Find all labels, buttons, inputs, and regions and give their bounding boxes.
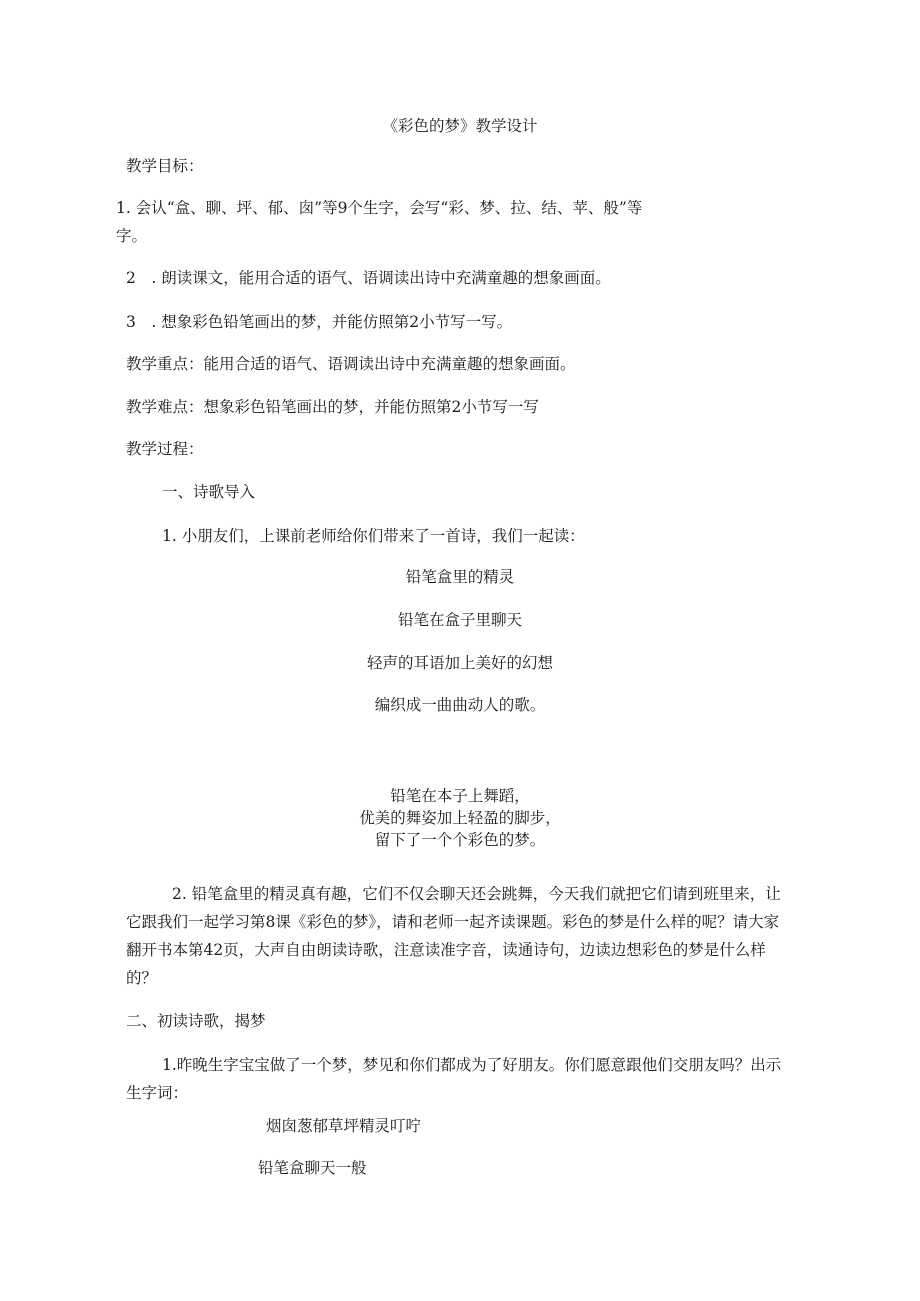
vocabulary-line-2: 铅笔盒聊天一般 [258, 1159, 367, 1177]
poem-line: 铅笔在盒子里聊天 [397, 611, 522, 629]
section-1-heading: 一、诗歌导入 [162, 483, 256, 501]
poem-line: 轻声的耳语加上美好的幻想 [366, 654, 553, 672]
objective-2: 2 . 朗读课文，能用合适的语气、语调读出诗中充满童趣的想象画面。 [126, 269, 611, 287]
objective-1-line-1: 1. 会认“盒、聊、坪、郁、囱”等9个生字，会写“彩、梦、拉、结、苹、般”等 [116, 199, 643, 217]
document-title: 《彩色的梦》教学设计 [382, 117, 538, 135]
section-2-step-1: 1.昨晚生字宝宝做了一个梦，梦见和你们都成为了好朋友。你们愿意跟他们交朋友吗？出示生字词： [126, 1056, 782, 1102]
section-1-step-2: 2. 铅笔盒里的精灵真有趣，它们不仅会聊天还会跳舞，今天我们就把它们请到班里来，让它跟我们一起学习第8课《彩色的梦》，请和老师一起齐读课题。彩色的梦是什么样的呢？请大家翻开书本第42页，大声自由朗读诗歌，注意读准字音，读通诗句，边读边想彩色的梦是什么样的？ [126, 885, 781, 987]
poem-line: 留下了一个个彩色的梦。 [374, 831, 546, 849]
vocabulary-line-1: 烟囱葱郁草坪精灵叮咛 [266, 1117, 422, 1135]
key-point: 教学重点：能用合适的语气、语调读出诗中充满童趣的想象画面。 [126, 355, 576, 373]
process-heading: 教学过程： [126, 440, 204, 458]
objective-3: 3 . 想象彩色铅笔画出的梦，并能仿照第2小节写一写。 [126, 313, 513, 331]
section-2-heading: 二、初读诗歌，揭梦 [126, 1012, 266, 1030]
section-1-step-1: 1. 小朋友们，上课前老师给你们带来了一首诗，我们一起读： [162, 527, 585, 545]
objective-1-line-2: 字。 [116, 227, 148, 245]
difficulty: 教学难点：想象彩色铅笔画出的梦，并能仿照第2小节写一写 [126, 398, 539, 416]
poem-line: 铅笔盒里的精灵 [405, 568, 515, 586]
objectives-heading: 教学目标： [126, 157, 204, 175]
poem-line: 铅笔在本子上舞蹈， [390, 787, 530, 805]
poem-line: 优美的舞姿加上轻盈的脚步， [359, 809, 561, 827]
poem-line: 编织成一曲曲动人的歌。 [374, 696, 546, 714]
